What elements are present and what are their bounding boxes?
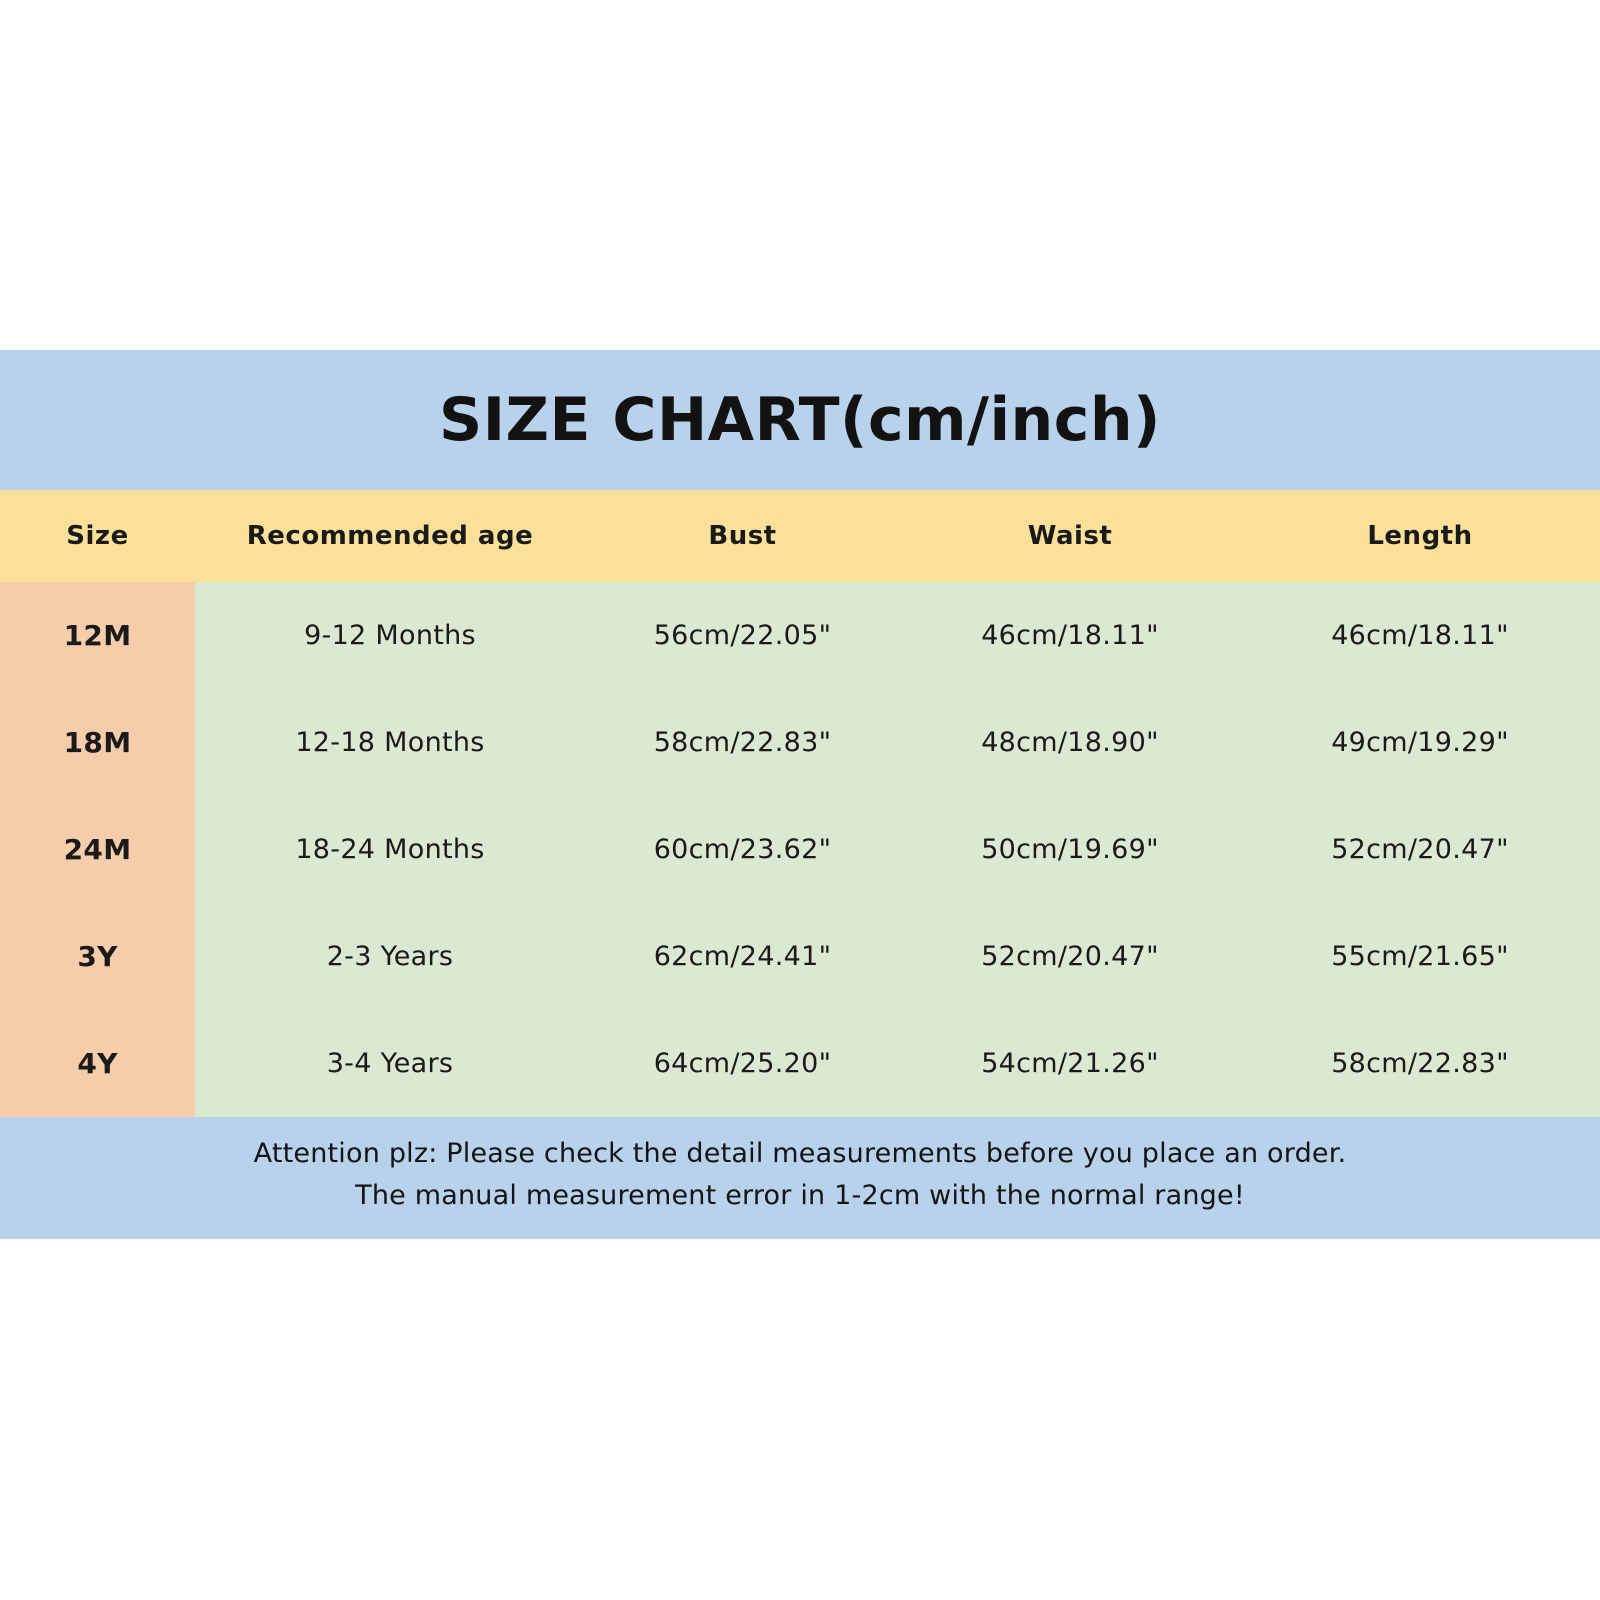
attention-note-line-1: Attention plz: Please check the detail measurements before you place an order. [253, 1138, 1347, 1169]
table-row [0, 1010, 1600, 1117]
cell-length: 58cm/22.83" [1331, 1048, 1509, 1079]
attention-note-band [0, 1117, 1600, 1239]
table-header-row [0, 490, 1600, 582]
table-row [0, 903, 1600, 1010]
cell-bust: 56cm/22.05" [653, 620, 832, 651]
cell-bust: 62cm/24.41" [653, 941, 832, 972]
attention-note-line-2: The manual measurement error in 1-2cm with the normal range! [355, 1179, 1245, 1211]
cell-bust: 64cm/25.20" [653, 1048, 832, 1079]
cell-waist: 54cm/21.26" [981, 1048, 1159, 1079]
cell-waist: 50cm/19.69" [981, 834, 1159, 865]
cell-length: 49cm/19.29" [1331, 727, 1509, 758]
chart-title-band [0, 350, 1600, 490]
page-title: SIZE CHART(cm/inch) [439, 385, 1161, 455]
cell-size: 3Y [77, 940, 118, 973]
cell-waist: 52cm/20.47" [981, 941, 1159, 972]
cell-bust: 58cm/22.83" [653, 727, 832, 758]
column-header-waist: Waist [1027, 521, 1113, 551]
cell-length: 52cm/20.47" [1331, 834, 1509, 865]
cell-size: 4Y [77, 1047, 118, 1080]
cell-bust: 60cm/23.62" [653, 834, 832, 865]
cell-length: 46cm/18.11" [1331, 620, 1509, 651]
column-header-size: Size [66, 521, 129, 551]
column-header-recommended-age: Recommended age [246, 521, 534, 551]
cell-recommended-age: 3-4 Years [326, 1048, 454, 1079]
table-row [0, 582, 1600, 689]
size-chart [0, 350, 1600, 1239]
cell-recommended-age: 18-24 Months [295, 834, 485, 865]
cell-recommended-age: 12-18 Months [295, 727, 485, 758]
cell-waist: 46cm/18.11" [981, 620, 1159, 651]
cell-size: 12M [63, 619, 132, 652]
cell-length: 55cm/21.65" [1331, 941, 1509, 972]
cell-size: 24M [63, 833, 132, 866]
column-header-length: Length [1367, 521, 1473, 551]
table-body [0, 582, 1600, 1117]
cell-recommended-age: 2-3 Years [326, 941, 454, 972]
table-row [0, 689, 1600, 796]
cell-waist: 48cm/18.90" [981, 727, 1159, 758]
column-header-bust: Bust [708, 521, 777, 551]
table-row [0, 796, 1600, 903]
cell-recommended-age: 9-12 Months [304, 620, 476, 651]
cell-size: 18M [63, 726, 132, 759]
